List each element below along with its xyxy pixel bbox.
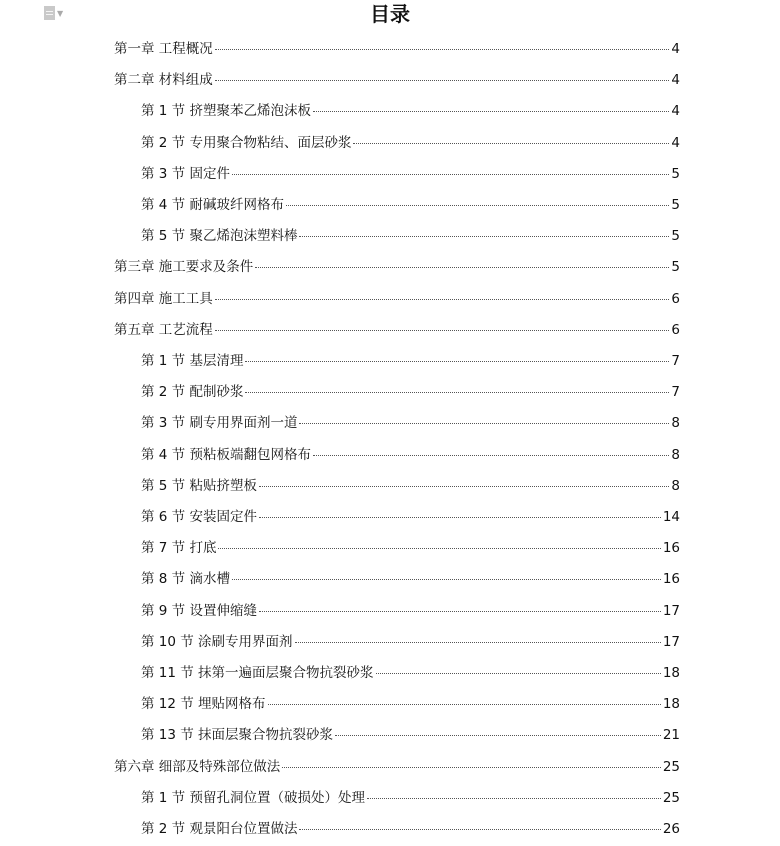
dot-leader [376,673,661,674]
dot-leader [215,80,670,81]
toc-entry-section[interactable] [141,440,680,471]
dot-leader [215,49,670,50]
dot-leader [215,330,670,331]
toc-entry-chapter[interactable] [114,252,680,283]
toc-entry-page-number: 18 [662,696,680,713]
toc-entry-label: 第 4 节 预粘板端翻包网格布 [141,446,311,463]
toc-entry-page-number: 4 [671,103,680,120]
dot-leader [232,174,669,175]
toc-entry-label: 第一章 工程概况 [114,41,213,57]
dot-leader [313,455,669,456]
toc-entry-page-number: 5 [671,165,680,182]
toc-entry-section[interactable] [141,720,680,751]
toc-entry-page-number: 7 [671,384,680,401]
toc-entry-label: 第 2 节 配制砂浆 [141,384,244,401]
toc-entry-label: 第 2 节 观景阳台位置做法 [141,821,298,837]
dot-leader [353,143,669,144]
toc-entry-chapter[interactable] [114,284,680,315]
toc-entry-page-number: 8 [671,477,680,494]
toc-entry-section[interactable] [141,564,680,595]
toc-entry-label: 第 1 节 预留孔洞位置（破损处）处理 [141,789,365,806]
toc-entry-label: 第 5 节 聚乙烯泡沫塑料棒 [141,228,298,245]
toc-entry-page-number: 17 [662,602,680,619]
dot-leader [259,611,661,612]
toc-entry-chapter[interactable] [114,34,680,65]
toc-entry-page-number: 16 [662,540,680,557]
dot-leader [367,798,661,799]
dot-leader [299,423,669,424]
toc-entry-section[interactable] [141,221,680,252]
dot-leader [215,299,670,300]
dot-leader [335,735,661,736]
toc-entry-section[interactable] [141,408,680,439]
toc-entry-label: 第六章 细部及特殊部位做法 [114,758,281,775]
toc-entry-section[interactable] [141,471,680,502]
toc-entry-label: 第 11 节 抹第一遍面层聚合物抗裂砂浆 [141,665,374,681]
chevron-down-icon: ▼ [57,8,64,18]
toc-entry-label: 第 8 节 滴水槽 [141,571,230,588]
dot-leader [218,548,660,549]
dot-leader [245,392,669,393]
toc-entry-label: 第四章 施工工具 [114,290,213,307]
toc-entry-label: 第五章 工艺流程 [114,321,213,338]
toc-entry-page-number: 4 [671,134,680,151]
toc-entry-page-number: 7 [671,353,680,369]
toc-entry-section[interactable] [141,658,680,689]
toc-entry-section[interactable] [141,190,680,221]
toc-entry-label: 第 9 节 设置伸缩缝 [141,602,257,619]
toc-entry-page-number: 25 [662,789,680,806]
toc-entry-section[interactable] [141,502,680,533]
toc-entry-label: 第 1 节 基层清理 [141,353,244,369]
toc-entry-page-number: 14 [662,509,680,525]
dot-leader [245,361,669,362]
toc-entry-page-number: 21 [662,727,680,744]
toc-entry-section[interactable] [141,128,680,159]
toc-entry-section[interactable] [141,689,680,720]
toc-entry-section[interactable] [141,346,680,377]
dot-leader [259,486,669,487]
toc-entry-page-number: 8 [671,415,680,432]
page-title: 目录 [370,2,410,26]
dot-leader [299,829,660,830]
toc-entry-label: 第 13 节 抹面层聚合物抗裂砂浆 [141,727,334,744]
toc-entry-chapter[interactable] [114,752,680,783]
toc-entry-label: 第 4 节 耐碱玻纤网格布 [141,197,284,213]
toc-entry-section[interactable] [141,627,680,658]
dot-leader [255,267,669,268]
dot-leader [299,236,669,237]
toc-entry-label: 第 3 节 固定件 [141,165,230,182]
toc-entry-section[interactable] [141,533,680,564]
dot-leader [286,205,669,206]
toc-entry-page-number: 6 [671,321,680,338]
toc-entry-section[interactable] [141,814,680,845]
toc-entry-label: 第三章 施工要求及条件 [114,259,254,276]
toc-entry-label: 第 6 节 安装固定件 [141,509,257,525]
toc-entry-chapter[interactable] [114,315,680,346]
toc-entry-label: 第 3 节 刷专用界面剂一道 [141,415,298,432]
toc-entry-label: 第 1 节 挤塑聚苯乙烯泡沫板 [141,103,311,120]
toc-entry-page-number: 4 [671,72,680,89]
toc-entry-label: 第 2 节 专用聚合物粘结、面层砂浆 [141,134,352,151]
toc-entry-page-number: 17 [662,633,680,650]
toc-entry-page-number: 16 [662,571,680,588]
toc-entry-page-number: 4 [671,41,680,57]
toc-entry-page-number: 25 [662,758,680,775]
toc-entry-section[interactable] [141,159,680,190]
dot-leader [295,642,661,643]
toc-entry-label: 第 5 节 粘贴挤塑板 [141,477,257,494]
dot-leader [282,767,661,768]
toc-entry-label: 第 12 节 埋贴网格布 [141,696,266,713]
toc-entry-label: 第二章 材料组成 [114,72,213,89]
toc-entry-section[interactable] [141,783,680,814]
toc-entry-page-number: 8 [671,446,680,463]
toc-entry-section[interactable] [141,377,680,408]
toc-entry-page-number: 18 [662,665,680,681]
toc-entry-chapter[interactable] [114,65,680,96]
toc-entry-section[interactable] [141,596,680,627]
toc-entry-page-number: 5 [671,197,680,213]
dot-leader [232,579,661,580]
toc-entry-section[interactable] [141,96,680,127]
toc-entry-page-number: 6 [671,290,680,307]
toc-entry-label: 第 10 节 涂刷专用界面剂 [141,633,293,650]
dot-leader [268,704,661,705]
toc-entry-page-number: 5 [671,259,680,276]
toc-entry-page-number: 5 [671,228,680,245]
toc-entry-page-number: 26 [662,821,680,837]
toc-entry-label: 第 7 节 打底 [141,540,217,557]
dot-leader [259,517,661,518]
dot-leader [313,111,669,112]
